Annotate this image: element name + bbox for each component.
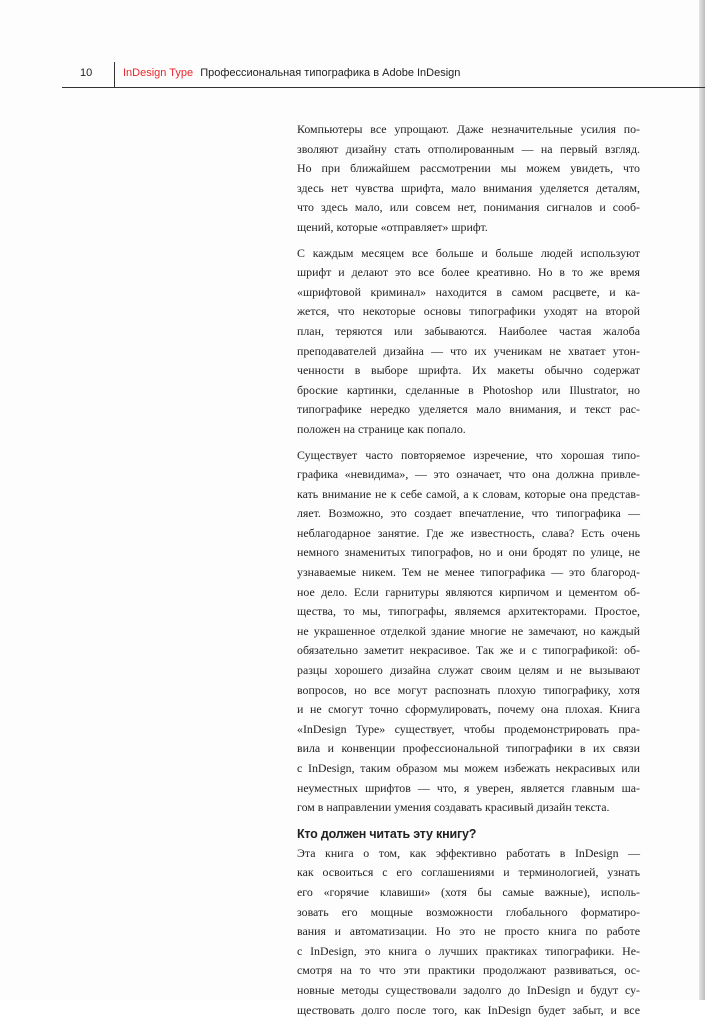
- text-line: преподавателей дизайна — что их ученикам не хватает утон-: [297, 343, 640, 358]
- text-line: с InDesign, таким образом мы можем избежать некрасивых или: [297, 761, 640, 775]
- text-line: здесь нет чувства шрифта, мало внимания уделяется деталям,: [297, 180, 640, 195]
- text-line: Но при ближайшем рассмотрении мы можем увидеть, что: [297, 161, 640, 176]
- text-line: ченности в выборе шрифта. Их макеты обычно содержат: [297, 363, 640, 378]
- text-line: «шрифтовой криминал» находится в самом расцвете, и ка-: [297, 284, 640, 299]
- text-line: Существует часто повторяемое изречение, что хорошая типо-: [297, 447, 640, 462]
- text-line: ляет. Возможно, это создает впечатление, что типографика —: [297, 506, 640, 521]
- book-title: InDesign Type: [123, 67, 194, 79]
- body-text: [297, 120, 640, 1026]
- text-line: зовать его мощные возможности глобального форматиро-: [297, 904, 640, 919]
- text-line: немного знаменитых типографов, но и они бродят по улице, не: [297, 545, 640, 560]
- paragraph: [297, 446, 640, 818]
- text-line: кать внимание не к себе самой, а к словам, которые она представ-: [297, 486, 640, 501]
- paragraph: [297, 120, 640, 238]
- text-line: гом в направлении умения создавать красивый дизайн текста.: [297, 800, 610, 815]
- text-line: шрифт и делают это все более креативно. Но в то же время: [297, 265, 640, 280]
- page-edge-shadow: [699, 0, 705, 1000]
- text-line: разцы хорошего дизайна служат своим целям и не вызывают: [297, 663, 640, 678]
- text-line: не украшенное отделкой здание многие не замечают, но каждый: [297, 623, 640, 638]
- text-line: броские картинки, сделанные в Photoshop или Illustrator, но: [297, 382, 640, 397]
- running-head: [62, 60, 705, 90]
- paragraph: [297, 844, 640, 1020]
- paragraph: [297, 244, 640, 440]
- text-line: щества, то мы, типографы, являемся архитекторами. Простое,: [297, 604, 640, 619]
- text-line: зволяют дизайну стать отполированным — на первый взгляд.: [297, 141, 640, 156]
- text-line: «InDesign Type» существует, чтобы продемонстрировать пра-: [297, 721, 640, 736]
- text-line: с InDesign, это книга о лучших практиках типографики. Не-: [297, 943, 640, 958]
- text-line: обязательно заметит некрасивое. Так же и с типографикой: об-: [297, 643, 640, 658]
- text-line: что здесь мало, или совсем нет, понимания сигналов и сооб-: [297, 200, 640, 215]
- text-line: узнаваемые никем. Тем не менее типографика — это благород-: [297, 565, 640, 580]
- text-line: неуместных шрифтов — что, я уверен, является главным ша-: [297, 780, 640, 795]
- text-line: жется, что некоторые основы типографики уходят на второй: [297, 304, 640, 319]
- text-line: Эта книга о том, как эффективно работать в InDesign —: [297, 845, 640, 860]
- text-line: вания и автоматизации. Но это не просто книга по работе: [297, 924, 640, 939]
- header-rule: [62, 87, 705, 88]
- text-line: новные методы существовали задолго до InDesign и будут су-: [297, 982, 640, 997]
- text-line: графика «невидима», — это означает, что она должна привле-: [297, 467, 640, 482]
- page-number: 10: [80, 67, 93, 79]
- text-line: план, теряются или забываются. Наиболее частая жалоба: [297, 323, 640, 338]
- text-line: смотря на то что эти практики продолжают развиваться, ос-: [297, 963, 640, 978]
- text-line: вопросов, но все могут распознать плохую типографику, хотя: [297, 682, 640, 697]
- text-line: Компьютеры все упрощают. Даже незначительные усилия по-: [297, 122, 640, 136]
- text-line: вила и конвенции профессиональной типографики в их связи: [297, 741, 640, 756]
- text-line: его «горячие клавиши» (хотя бы самые важные), исполь-: [297, 884, 640, 899]
- text-line: С каждым месяцем все больше и больше людей используют: [297, 245, 640, 260]
- header-separator: [114, 62, 115, 88]
- book-subtitle: Профессиональная типографика в Adobe InDesign: [200, 67, 461, 79]
- running-head-text: [123, 67, 460, 79]
- text-line: неблагодарное занятие. Где же известность, слава? Есть очень: [297, 525, 640, 540]
- text-line: ществовать долго после того, как InDesign будет забыт, и все: [297, 1002, 640, 1017]
- text-line: типографике нередко уделяется мало внимания, и текст рас-: [297, 402, 640, 417]
- text-line: ное дело. Если гарнитуры являются кирпичом и цементом об-: [297, 584, 640, 599]
- text-line: щений, которые «отправляет» шрифт.: [297, 219, 488, 234]
- text-line: положен на странице как попало.: [297, 421, 466, 436]
- text-line: и не смогут точно сформулировать, почему она плохая. Книга: [297, 702, 640, 717]
- text-line: как освоиться с его соглашениями и терминологией, узнать: [297, 865, 640, 880]
- section-heading: Кто должен читать эту книгу?: [297, 826, 477, 841]
